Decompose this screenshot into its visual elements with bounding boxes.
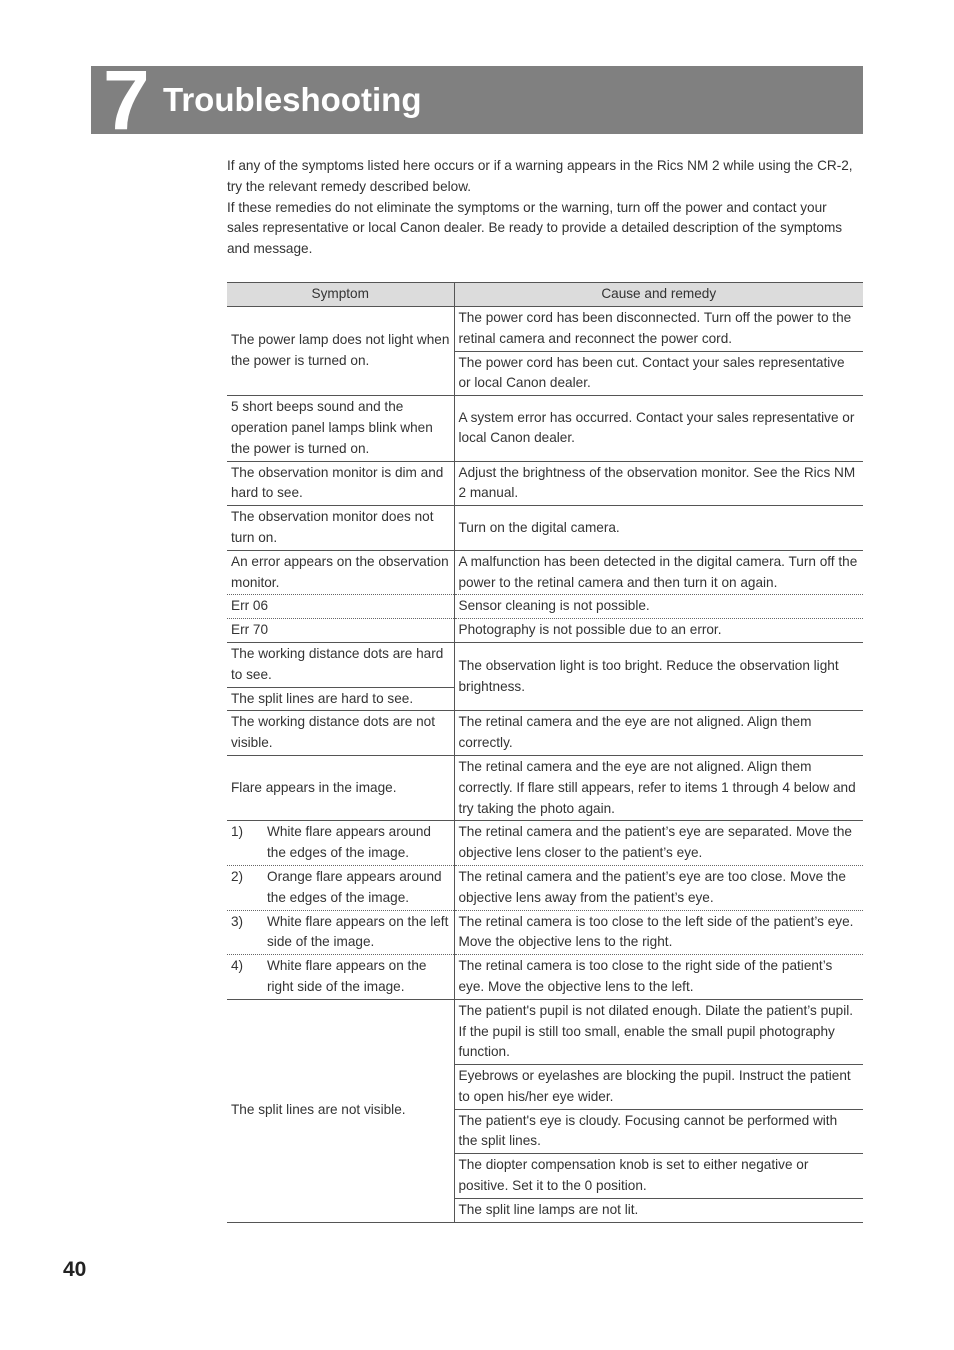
header-symptom: Symptom [227,283,454,307]
table-row [227,999,863,1064]
symptom-cell [227,955,454,1000]
table-row [227,955,863,1000]
chapter-header [91,53,863,147]
table-row [227,595,863,619]
intro-text [227,156,857,260]
symptom-cell: The observation monitor does not turn on. [227,506,454,551]
symptom-cell: The split lines are not visible. [227,999,454,1222]
table-header-row [227,283,863,307]
header-cause-remedy: Cause and remedy [454,283,863,307]
chapter-number: 7 [103,53,148,147]
table-row [227,619,863,643]
remedy-cell: The split line lamps are not lit. [454,1198,863,1222]
remedy-cell: Adjust the brightness of the observation monitor. See the Rics NM 2 manual. [454,461,863,506]
symptom-cell: Flare appears in the image. [227,755,454,820]
table-row [227,642,863,687]
remedy-cell: The retinal camera and the eye are not aligned. Align them correctly. If flare still appears, refer to items 1 through 4 below and try taking the photo again. [454,755,863,820]
symptom-cell: The working distance dots are hard to see. [227,642,454,687]
page-title: Troubleshooting [163,81,422,118]
symptom-cell: Err 70 [227,619,454,643]
item-number: 2) [231,868,244,884]
symptom-cell: 5 short beeps sound and the operation panel lamps blink when the power is turned on. [227,396,454,461]
troubleshooting-table [227,282,863,1223]
remedy-cell: The retinal camera and the eye are not aligned. Align them correctly. [454,711,863,756]
remedy-cell: Photography is not possible due to an error. [454,619,863,643]
remedy-cell: The diopter compensation knob is set to either negative or positive. Set it to the 0 position. [454,1154,863,1199]
symptom-cell: Err 06 [227,595,454,619]
remedy-cell: The patient's eye is cloudy. Focusing cannot be performed with the split lines. [454,1109,863,1154]
remedy-cell: Sensor cleaning is not possible. [454,595,863,619]
remedy-cell: The patient's pupil is not dilated enough. Dilate the patient’s pupil. If the pupil is still too small, enable the small pupil photography function. [454,999,863,1064]
table-row [227,821,863,866]
table-row [227,396,863,461]
remedy-cell: Eyebrows or eyelashes are blocking the pupil. Instruct the patient to open his/her eye wider. [454,1065,863,1110]
remedy-cell: The observation light is too bright. Reduce the observation light brightness. [454,642,863,710]
remedy-cell: A system error has occurred. Contact your sales representative or local Canon dealer. [454,396,863,461]
remedy-cell: The retinal camera is too close to the left side of the patient’s eye. Move the objective lens to the right. [454,910,863,955]
symptom-cell: The split lines are hard to see. [227,687,454,711]
table-row [227,865,863,910]
table-row [227,506,863,551]
item-text: White flare appears around the edges of the image. [267,824,431,861]
symptom-cell [227,821,454,866]
remedy-cell: The power cord has been cut. Contact your sales representative or local Canon dealer. [454,351,863,396]
table-row [227,910,863,955]
table-row [227,711,863,756]
table-row [227,307,863,352]
intro-paragraph-1: If any of the symptoms listed here occurs or if a warning appears in the Rics NM 2 while using the CR-2, try the relevant remedy described below. [227,158,853,194]
remedy-cell: A malfunction has been detected in the digital camera. Turn off the power to the retinal camera and then turn it on again. [454,550,863,595]
item-text: White flare appears on the right side of the image. [267,958,427,994]
remedy-cell: The power cord has been disconnected. Turn off the power to the retinal camera and reconnect the power cord. [454,307,863,352]
item-number: 3) [231,913,244,929]
item-number: 1) [231,824,244,840]
remedy-cell: The retinal camera and the patient’s eye are too close. Move the objective lens away from the patient’s eye. [454,865,863,910]
symptom-cell: The power lamp does not light when the power is turned on. [227,307,454,396]
remedy-cell: The retinal camera is too close to the right side of the patient’s eye. Move the objective lens to the left. [454,955,863,1000]
remedy-cell: The retinal camera and the patient’s eye are separated. Move the objective lens closer to the patient’s eye. [454,821,863,866]
symptom-cell: An error appears on the observation monitor. [227,550,454,595]
remedy-cell: Turn on the digital camera. [454,506,863,551]
symptom-cell [227,910,454,955]
symptom-cell: The working distance dots are not visible. [227,711,454,756]
item-text: White flare appears on the left side of the image. [267,913,449,950]
intro-paragraph-2: If these remedies do not eliminate the symptoms or the warning, turn off the power and contact your sales representative or local Canon dealer. Be ready to provide a detailed description of the symptoms and message. [227,199,843,257]
page-number: 40 [63,1258,87,1281]
table-row [227,461,863,506]
symptom-cell: The observation monitor is dim and hard to see. [227,461,454,506]
item-number: 4) [231,958,244,974]
table-row [227,550,863,595]
symptom-cell [227,865,454,910]
item-text: Orange flare appears around the edges of the image. [267,868,442,905]
table-row [227,755,863,820]
